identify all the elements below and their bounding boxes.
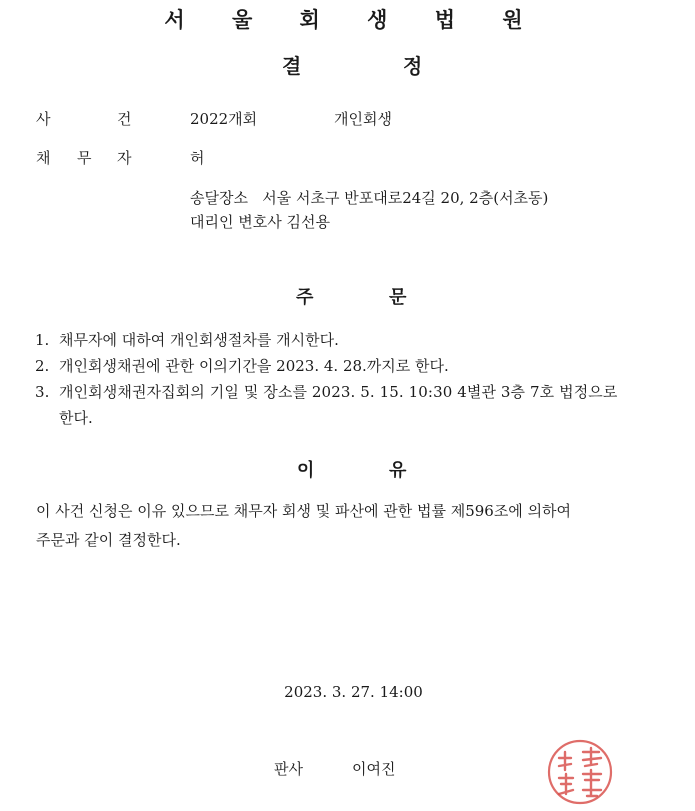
order-item [35, 355, 449, 376]
debtor-name: 허 [190, 149, 205, 167]
reason-heading-right: 유 [389, 460, 407, 481]
doc-type-right: 정 [403, 54, 423, 78]
order-item-text: 개인회생채권자집회의 기일 및 장소를 2023. 5. 15. 10:30 4별관 3층 7호 법정으로 [59, 383, 618, 401]
debtor-label-char: 무 [77, 149, 92, 167]
judge-seal-stamp [545, 738, 615, 806]
doc-type-left: 결 [282, 54, 302, 78]
decision-datetime: 2023. 3. 27. 14:00 [284, 683, 423, 701]
judge-title: 판사 [274, 760, 303, 778]
case-year-type: 2022개회 [190, 110, 258, 128]
judge-name: 이여진 [352, 760, 396, 778]
debtor-label-char: 자 [117, 149, 132, 167]
order-heading-left: 주 [296, 287, 314, 308]
order-heading-right: 문 [389, 287, 407, 308]
order-item [35, 381, 617, 402]
debtor-row [0, 147, 695, 169]
case-row [0, 108, 695, 130]
representative: 대리인 변호사 김선용 [190, 213, 330, 231]
case-label-char: 사 [36, 110, 51, 128]
order-item-number: 1. [35, 331, 50, 349]
service-address: 송달장소 서울 서초구 반포대로24길 20, 2층(서초동) [190, 189, 549, 207]
order-item-continuation: 한다. [59, 409, 93, 427]
order-item-number: 3. [35, 383, 50, 401]
court-name: 서 울 회 생 법 원 [164, 8, 543, 32]
case-kind: 개인회생 [334, 110, 392, 128]
order-item-text: 개인회생채권에 관한 이의기간을 2023. 4. 28.까지로 한다. [59, 357, 449, 375]
reason-line: 이 사건 신청은 이유 있으므로 채무자 회생 및 파산에 관한 법률 제596조에 의하여 [36, 502, 572, 520]
order-item-text: 채무자에 대하여 개인회생절차를 개시한다. [59, 331, 339, 349]
reason-heading-left: 이 [297, 460, 315, 481]
case-label-char: 건 [117, 110, 132, 128]
debtor-label-char: 채 [36, 149, 51, 167]
reason-line: 주문과 같이 결정한다. [36, 531, 181, 549]
order-item [35, 329, 339, 350]
order-item-number: 2. [35, 357, 50, 375]
